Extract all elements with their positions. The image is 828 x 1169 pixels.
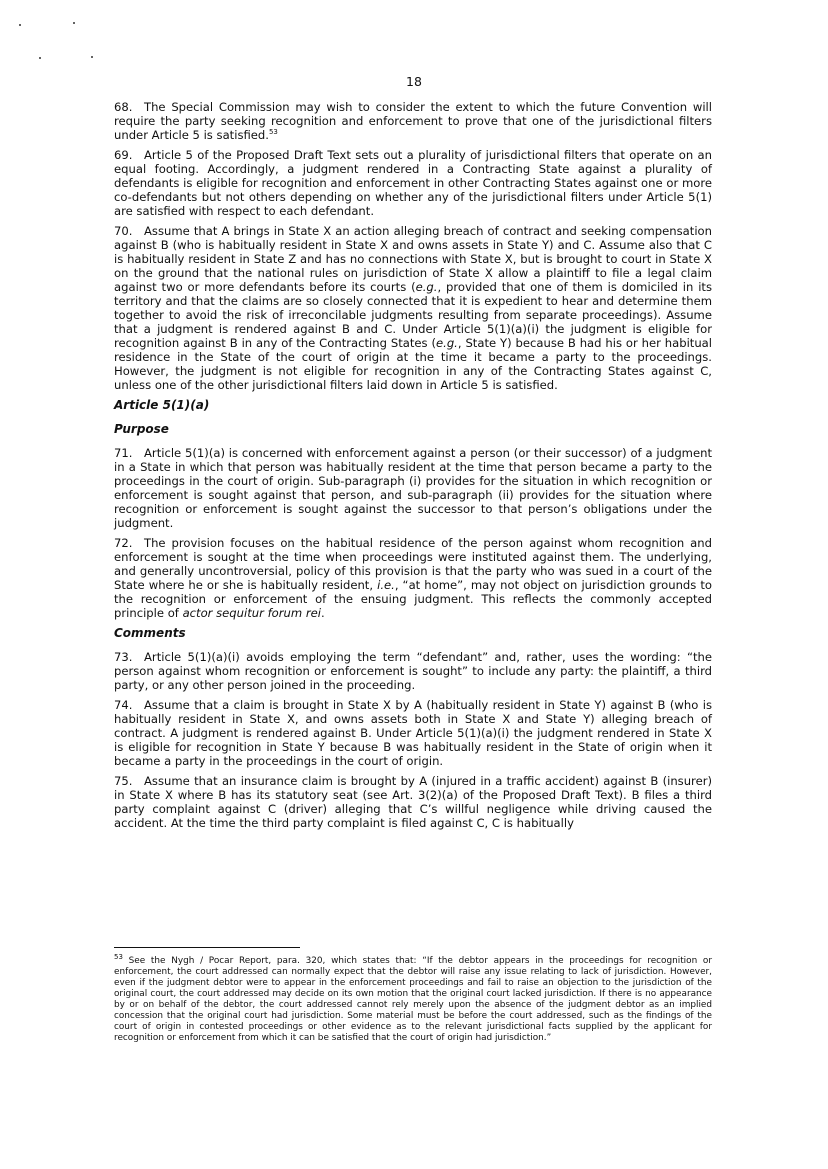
italic-text: e.g.	[415, 280, 438, 294]
paragraph-text: .	[320, 606, 325, 620]
paragraph-69	[114, 148, 712, 218]
italic-text: e.g.	[436, 336, 458, 350]
paragraph-number: 74.	[114, 698, 133, 712]
paragraph-text: , “at home”, may not object on jurisdiction grounds to the recognition or enforcement of the ensuing judgment. This reflects the commonly accepted principle of	[114, 578, 712, 620]
paragraph-text: Assume that A brings in State X an action alleging breach of contract and seeking compensation against B (who is habitually resident in State X and owns assets in State Y) and C. Assume also that C is habitually resident in State Z and has no connections with State X, but is brought to court in State X on the ground that the national rules on jurisdiction of State X allow a plaintiff to file a legal claim against two or more defendants before its courts (	[114, 224, 712, 294]
italic-text: actor sequitur forum rei	[182, 606, 321, 620]
footnote-divider	[114, 947, 300, 948]
section-heading-purpose: Purpose	[114, 422, 169, 436]
section-heading-article: Article 5(1)(a)	[114, 398, 210, 412]
paragraph-number: 68.	[114, 100, 133, 114]
paragraph-text: Assume that an insurance claim is brought by A (injured in a traffic accident) against B (insurer) in State X where B has its statutory seat (see Art. 3(2)(a) of the Proposed Draft Text). B files a third party complaint against C (driver) alleging that C’s willful negligence while driving caused the accident. At the time the third party complaint is filed against C, C is habitually	[114, 774, 712, 830]
paragraph-text: Assume that a claim is brought in State X by A (habitually resident in State Y) against B (who is habitually resident in State X, and owns assets both in State X and State Y) alleging breach of contract. A judgment is rendered against B. Under Article 5(1)(a)(i) the judgment rendered in State X is eligible for recognition in State Y because B was habitually resident in the State of origin when it became a party in the proceedings in the court of origin.	[114, 698, 712, 768]
paragraph-text: The Special Commission may wish to consider the extent to which the future Convention will require the party seeking recognition and enforcement to prove that one of the jurisdictional filters under Article 5 is satisfied.	[114, 100, 712, 142]
paragraph-number: 73.	[114, 650, 133, 664]
paragraph-number: 71.	[114, 446, 133, 460]
paragraph-72	[114, 536, 712, 620]
paragraph-74	[114, 698, 712, 768]
scan-mark	[91, 56, 93, 58]
paragraph-number: 75.	[114, 774, 133, 788]
paragraph-73	[114, 650, 712, 692]
scan-mark	[73, 22, 75, 24]
paragraph-75	[114, 774, 712, 830]
document-body	[114, 100, 712, 836]
footnote-text: See the Nygh / Pocar Report, para. 320, which states that: “If the debtor appears in the proceedings for recognition or enforcement, the court addressed can normally expect that the debtor will raise any issue relating to lack of jurisdiction. However, even if the judgment debtor were to appear in the enforcement proceedings and fail to raise an objection to the jurisdiction of the original court, the court addressed may decide on its own motion that the original court lacked jurisdiction. If there is no appearance by or on behalf of the debtor, the court addressed cannot rely merely upon the absence of the judgment debtor as an implied concession that the original court had jurisdiction. Some material must be before the court addressed, such as the findings of the court of origin in contested proceedings or other evidence as to the relevant jurisdictional facts supplied by the applicant for recognition or enforcement from which it can be satisfied that the court of origin had jurisdiction.”	[114, 956, 712, 1043]
scan-mark	[19, 24, 21, 26]
footnote-53	[114, 953, 712, 1044]
paragraph-text: , State Y) because B had his or her habitual residence in the State of the court of origin at the time it became a party to the proceedings. However, the judgment is not eligible for recognition in any of the Contracting States against C, unless one of the other jurisdictional filters laid down in Article 5 is satisfied.	[114, 336, 713, 392]
paragraph-number: 69.	[114, 148, 133, 162]
paragraph-text: Article 5(1)(a)(i) avoids employing the term “defendant” and, rather, uses the wording: “the person against whom recognition or enforcement is sought” to include any party: the plaintiff, a third party, or any other person joined in the proceeding.	[114, 650, 712, 692]
paragraph-number: 72.	[114, 536, 133, 550]
paragraph-text: The provision focuses on the habitual residence of the person against whom recognition and enforcement is sought at the time when proceedings were instituted against them. The underlying, and generally uncontroversial, policy of this provision is that the party who was sued in a court of the State where he or she is habitually resident,	[114, 536, 712, 592]
paragraph-text: Article 5 of the Proposed Draft Text sets out a plurality of jurisdictional filters that operate on an equal footing. Accordingly, a judgment rendered in a Contracting State against a plurality of defendants is eligible for recognition and enforcement in other Contracting States against one or more co-defendants but not others depending on whether any of the jurisdictional filters under Article 5(1) are satisfied with respect to each defendant.	[114, 148, 712, 218]
paragraph-70	[114, 224, 712, 392]
footnote-number: 53	[114, 953, 123, 962]
paragraph-71	[114, 446, 712, 530]
footnote-ref[interactable]: 53	[268, 128, 278, 137]
italic-text: i.e.	[377, 578, 395, 592]
scan-mark	[39, 57, 41, 59]
paragraph-text: , provided that one of them is domiciled in its territory and that the claims are so closely connected that it is expedient to hear and determine them together to avoid the risk of irreconcilable judgments resulting from separate proceedings). Assume that a judgment is rendered against B and C. Under Article 5(1)(a)(i) the judgment is eligible for recognition against B in any of the Contracting States (	[114, 280, 712, 350]
paragraph-68	[114, 100, 712, 142]
paragraph-number: 70.	[114, 224, 133, 238]
section-heading-comments: Comments	[114, 626, 186, 640]
page-number: 18	[406, 74, 422, 89]
paragraph-text: Article 5(1)(a) is concerned with enforcement against a person (or their successor) of a judgment in a State in which that person was habitually resident at the time that person became a party to the proceedings in the court of origin. Sub-paragraph (i) provides for the situation in which recognition or enforcement is sought against that person, and sub-paragraph (ii) provides for the situation where recognition or enforcement is sought against the successor to that person’s obligations under the judgment.	[114, 446, 712, 530]
